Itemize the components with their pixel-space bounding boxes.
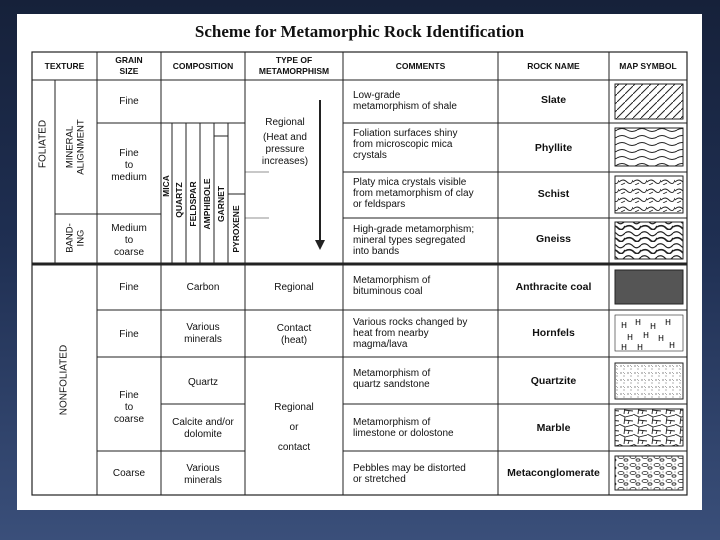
regional-line-1: Regional (265, 117, 305, 128)
comment-gneiss-3: into bands (353, 246, 400, 257)
header-rock-name: ROCK NAME (527, 61, 580, 71)
grain-fine-to-coarse-2: to (124, 402, 134, 413)
rock-name-metaconglomerate: Metaconglomerate (507, 467, 600, 479)
schist-symbol (615, 176, 683, 213)
type-regional: Regional (274, 282, 314, 293)
comment-phyllite-1: Foliation surfaces shiny (353, 128, 458, 139)
slide (17, 14, 702, 510)
header-map-symbol: MAP SYMBOL (619, 61, 677, 71)
texture-foliated: FOLIATED (37, 119, 49, 169)
type-regional-or-contact-1: Regional (274, 402, 314, 413)
grain-medium-to-coarse-2: to (124, 235, 134, 246)
texture-mineral-2: ALIGNMENT (75, 119, 87, 175)
comment-metaconglomerate-2: or stretched (353, 474, 406, 485)
regional-line-4: increases) (261, 156, 309, 167)
mineral-garnet: GARNET (216, 186, 226, 222)
comment-slate-2: metamorphism of shale (353, 101, 457, 112)
mineral-quartz: QUARTZ (174, 182, 184, 218)
comment-marble-1: Metamorphism of (353, 417, 431, 428)
hornfels-symbol (615, 315, 683, 352)
page-title: Scheme for Metamorphic Rock Identification (194, 22, 525, 41)
comment-marble-2: limestone or dolostone (353, 428, 454, 439)
grain-fine-to-medium-3: medium (111, 172, 147, 183)
texture-banding-2: ING (75, 229, 87, 247)
composition-various-1: Various (186, 322, 220, 333)
texture-banding-1: BAND- (64, 223, 76, 253)
grain-fine-to-medium-1: Fine (119, 148, 139, 159)
slate-symbol (615, 84, 683, 119)
comment-anthracite-2: bituminous coal (353, 286, 423, 297)
type-contact-2: (heat) (280, 335, 308, 346)
svg-text:H: H (627, 333, 634, 342)
phyllite-symbol (615, 128, 683, 166)
comment-schist-2: from metamorphism of clay (353, 188, 474, 199)
svg-text:H: H (643, 331, 650, 340)
grain-fine-to-coarse-3: coarse (113, 414, 144, 425)
svg-text:H: H (621, 321, 628, 330)
type-regional-or-contact-2: or (289, 422, 299, 433)
mineral-amphibole: AMPHIBOLE (202, 178, 212, 230)
rock-name-marble: Marble (536, 422, 571, 434)
composition-various-4: minerals (184, 475, 222, 486)
grain-fine-hornfels: Fine (119, 329, 139, 340)
svg-text:H: H (665, 318, 672, 327)
comment-schist-1: Platy mica crystals visible (353, 177, 467, 188)
metaconglomerate-symbol (615, 456, 683, 490)
comment-slate-1: Low-grade (353, 90, 401, 101)
svg-text:H: H (621, 343, 628, 352)
grain-fine-anthracite: Fine (119, 282, 139, 293)
comment-quartzite-2: quartz sandstone (353, 379, 430, 390)
comment-phyllite-3: crystals (353, 150, 387, 161)
mineral-feldspar: FELDSPAR (188, 181, 198, 227)
header-grain-size-1: GRAIN (115, 55, 143, 65)
svg-text:H: H (637, 343, 644, 352)
composition-carbon: Carbon (186, 282, 220, 293)
comment-gneiss-1: High-grade metamorphism; (353, 224, 475, 235)
composition-various-2: minerals (184, 334, 222, 345)
header-composition: COMPOSITION (172, 61, 234, 71)
comment-quartzite-1: Metamorphism of (353, 368, 431, 379)
comment-gneiss-2: mineral types segregated (353, 235, 466, 246)
header-comments: COMMENTS (395, 61, 446, 71)
rock-name-hornfels: Hornfels (532, 327, 575, 339)
comment-schist-3: or feldspars (353, 199, 406, 210)
header-grain-size-2: SIZE (119, 66, 139, 76)
composition-quartz: Quartz (187, 377, 218, 388)
comment-hornfels-1: Various rocks changed by (353, 317, 468, 328)
rock-name-quartzite: Quartzite (530, 375, 577, 387)
composition-various-3: Various (186, 463, 220, 474)
comment-hornfels-3: magma/lava (353, 339, 408, 350)
mineral-pyroxene: PYROXENE (231, 205, 241, 253)
rock-name-schist: Schist (537, 188, 570, 200)
composition-calcite-2: dolomite (184, 429, 222, 440)
rock-name-phyllite: Phyllite (534, 142, 573, 154)
comment-anthracite-1: Metamorphism of (353, 275, 431, 286)
grain-coarse: Coarse (112, 468, 146, 479)
type-regional-or-contact-3: contact (277, 442, 311, 453)
header-type-1: TYPE OF (275, 55, 313, 65)
grain-fine-to-coarse-1: Fine (119, 390, 139, 401)
grain-medium-to-coarse-1: Medium (111, 223, 147, 234)
texture-mineral-1: MINERAL (64, 125, 76, 169)
mineral-mica: MICA (161, 175, 171, 197)
marble-symbol (615, 409, 683, 446)
quartzite-symbol (615, 363, 683, 399)
header-texture: TEXTURE (44, 61, 85, 71)
texture-nonfoliated: NONFOLIATED (58, 344, 70, 416)
comment-metaconglomerate-1: Pebbles may be distorted (353, 463, 466, 474)
type-contact-1: Contact (276, 323, 312, 334)
regional-line-3: pressure (265, 144, 305, 155)
comment-phyllite-2: from microscopic mica (353, 139, 453, 150)
rock-name-anthracite-coal: Anthracite coal (515, 281, 592, 293)
gneiss-symbol (615, 222, 683, 259)
svg-text:H: H (635, 318, 642, 327)
header-type-2: METAMORPHISM (258, 66, 330, 76)
grain-fine-to-medium-2: to (124, 160, 134, 171)
anthracite-symbol (615, 270, 683, 304)
composition-calcite-1: Calcite and/or (172, 417, 234, 428)
grain-fine-slate: Fine (119, 96, 139, 107)
regional-line-2: (Heat and (263, 132, 307, 143)
svg-text:H: H (650, 322, 657, 331)
rock-name-gneiss: Gneiss (535, 233, 572, 245)
svg-text:H: H (669, 341, 676, 350)
comment-hornfels-2: heat from nearby (353, 328, 429, 339)
grain-medium-to-coarse-3: coarse (113, 247, 144, 258)
svg-text:H: H (658, 334, 665, 343)
rock-name-slate: Slate (540, 94, 567, 106)
